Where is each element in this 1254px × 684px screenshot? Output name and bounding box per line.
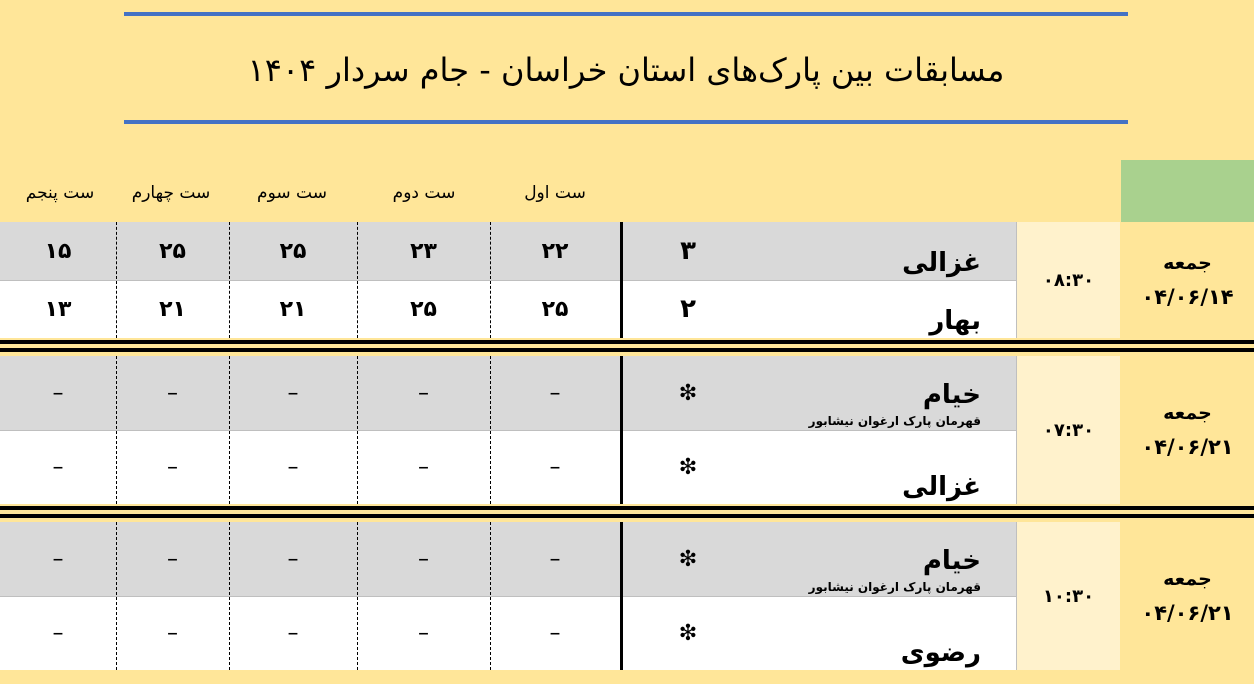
score-separator <box>620 222 623 338</box>
pending-icon: ❇ <box>678 380 698 406</box>
cell-border <box>1016 356 1017 504</box>
set-header-1: ست اول <box>524 183 586 203</box>
column-divider <box>490 522 491 670</box>
set-score-2: – <box>418 546 429 572</box>
match-date-value: ۰۴/۰۶/۲۱ <box>1141 435 1234 459</box>
cell-border <box>1016 522 1017 670</box>
column-divider <box>357 356 358 504</box>
match-day: جمعه <box>1163 568 1212 590</box>
column-divider <box>116 356 117 504</box>
row-divider <box>0 280 1017 281</box>
column-divider <box>490 222 491 338</box>
column-divider <box>357 222 358 338</box>
column-divider <box>229 522 230 670</box>
match-day: جمعه <box>1163 402 1212 424</box>
match-date-value: ۰۴/۰۶/۱۴ <box>1141 285 1234 309</box>
match-date <box>1121 522 1254 670</box>
set-score-2: – <box>418 454 429 480</box>
set-score-4: ۲۵ <box>159 238 186 264</box>
set-score-3: – <box>287 546 299 572</box>
set-score-5: ۱۳ <box>44 296 72 322</box>
team-name: رضوی <box>900 638 981 668</box>
team-cell <box>753 222 1017 280</box>
set-header-5: ست پنجم <box>25 183 95 203</box>
set-header-2: ست دوم <box>392 183 456 203</box>
set-score-5: – <box>52 380 64 406</box>
set-score-2: – <box>418 620 429 646</box>
block-separator <box>0 506 1254 518</box>
team-subtitle: قهرمان پارک ارغوان نیشابور <box>808 580 981 594</box>
sets-won: ۳ <box>680 236 696 266</box>
set-score-3: – <box>287 620 299 646</box>
set-score-1: – <box>549 546 561 572</box>
team-name: بهار <box>929 306 981 336</box>
set-header-3: ست سوم <box>257 183 327 203</box>
set-score-3: – <box>287 380 299 406</box>
column-divider <box>229 222 230 338</box>
score-separator <box>620 522 623 670</box>
set-score-4: – <box>167 620 178 646</box>
team-subtitle: قهرمان پارک ارغوان نیشابور <box>808 414 981 428</box>
row-divider <box>0 430 1017 431</box>
set-score-4: ۲۱ <box>159 296 186 322</box>
header-accent-cell <box>1121 160 1254 222</box>
set-score-5: ۱۵ <box>44 238 72 264</box>
column-divider <box>116 522 117 670</box>
set-header-4: ست چهارم <box>131 183 211 203</box>
set-score-5: – <box>52 620 64 646</box>
title-top-rule <box>124 12 1128 16</box>
team-name: خیام <box>922 546 981 576</box>
set-score-1: – <box>549 454 561 480</box>
match-day: جمعه <box>1163 252 1212 274</box>
set-score-4: – <box>167 546 178 572</box>
score-separator <box>620 356 623 504</box>
pending-icon: ❇ <box>678 454 698 480</box>
cell-border <box>1016 222 1017 338</box>
team-cell <box>753 280 1017 338</box>
title-bottom-rule <box>124 120 1128 124</box>
set-score-1: – <box>549 620 561 646</box>
column-divider <box>490 356 491 504</box>
match-date <box>1121 356 1254 504</box>
team-cell <box>753 430 1017 504</box>
match-date <box>1121 222 1254 338</box>
match-time: ۱۰:۳۰ <box>1017 522 1120 670</box>
set-score-3: ۲۵ <box>279 238 307 264</box>
team-name: خیام <box>922 380 981 410</box>
set-score-2: ۲۵ <box>410 296 437 322</box>
set-score-3: – <box>287 454 299 480</box>
team-cell <box>753 596 1017 670</box>
column-divider <box>116 222 117 338</box>
pending-icon: ❇ <box>678 620 698 646</box>
team-name: غزالی <box>902 472 981 502</box>
team-cell <box>753 356 1017 430</box>
pending-icon: ❇ <box>678 546 698 572</box>
block-separator <box>0 340 1254 352</box>
set-score-1: ۲۵ <box>541 296 569 322</box>
set-score-2: ۲۳ <box>410 238 437 264</box>
team-cell <box>753 522 1017 596</box>
column-divider <box>229 356 230 504</box>
set-score-5: – <box>52 546 64 572</box>
sets-won: ۲ <box>680 294 696 324</box>
page-title: مسابقات بین پارک‌های استان خراسان - جام سردار ۱۴۰۴ <box>247 51 1005 89</box>
row-divider <box>0 596 1017 597</box>
set-score-3: ۲۱ <box>279 296 307 322</box>
set-score-1: – <box>549 380 561 406</box>
match-time: ۰۸:۳۰ <box>1017 222 1120 338</box>
set-score-1: ۲۲ <box>541 238 569 264</box>
team-name: غزالی <box>902 248 981 278</box>
set-score-4: – <box>167 380 178 406</box>
column-divider <box>357 522 358 670</box>
set-score-5: – <box>52 454 64 480</box>
set-score-2: – <box>418 380 429 406</box>
match-time: ۰۷:۳۰ <box>1017 356 1120 504</box>
match-date-value: ۰۴/۰۶/۲۱ <box>1141 601 1234 625</box>
set-score-4: – <box>167 454 178 480</box>
